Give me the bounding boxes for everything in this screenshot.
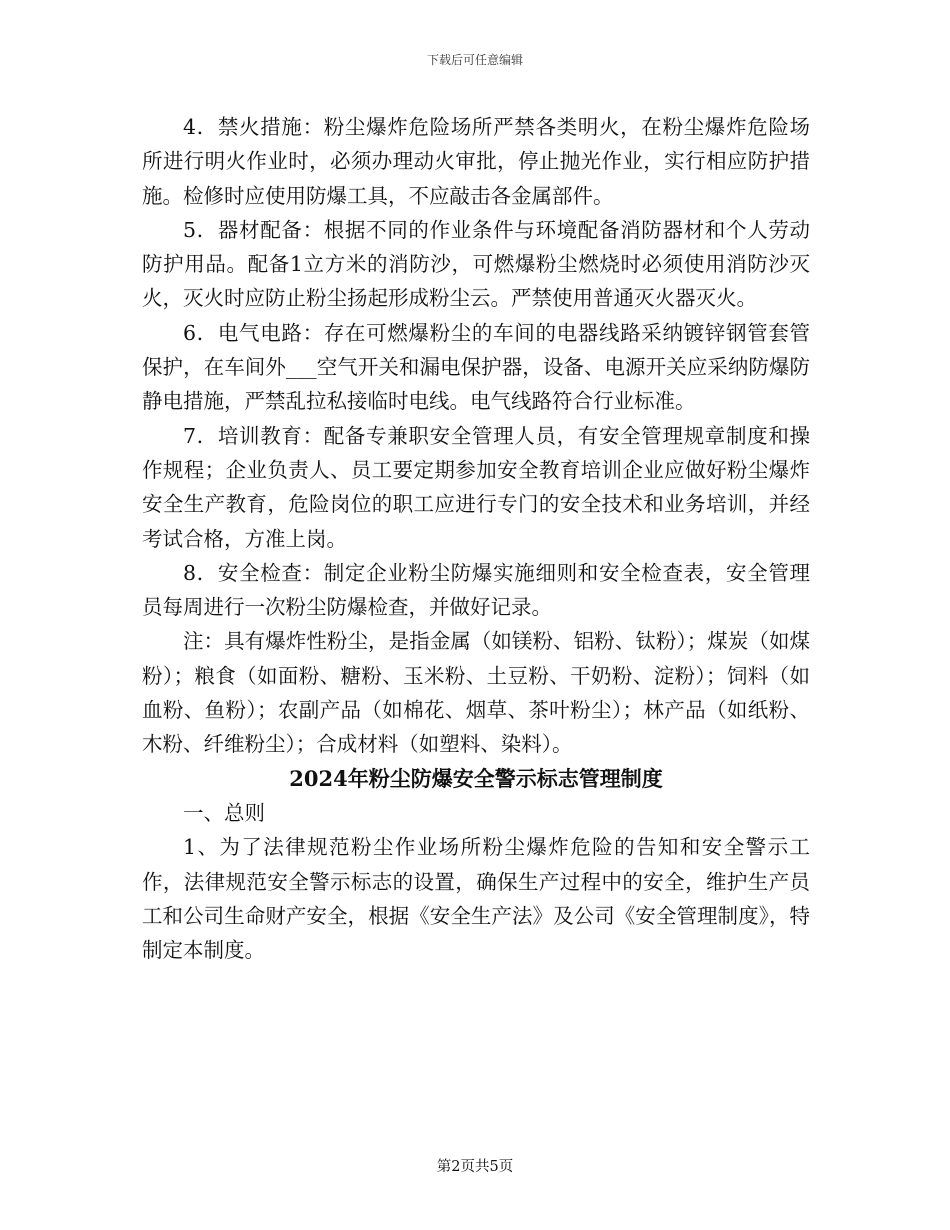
page-footer: 第2页共5页 bbox=[436, 1159, 514, 1175]
paragraph-inspection: 8．安全检查：制定企业粉尘防爆实施细则和安全检查表，安全管理员每周进行一次粉尘防爆检查，并做好记录。 bbox=[142, 560, 810, 620]
paragraph-note: 注：具有爆炸性粉尘，是指金属（如镁粉、铝粉、钛粉）；煤炭（如煤粉）；粮食（如面粉、糖粉、玉米粉、土豆粉、干奶粉、淀粉）；饲料（如血粉、鱼粉）；农副产品（如棉花、烟草、茶叶粉尘）；林产品（如纸粉、木粉、纤维粉尘）；合成材料（如塑料、染料）。 bbox=[142, 629, 810, 757]
document-body bbox=[142, 110, 810, 967]
paragraph-fire-measures: 4．禁火措施：粉尘爆炸危险场所严禁各类明火，在粉尘爆炸危险场所进行明火作业时，必须办理动火审批，停止抛光作业，实行相应防护措施。检修时应使用防爆工具，不应敲击各金属部件。 bbox=[142, 115, 810, 208]
paragraph-equipment: 5．器材配备：根据不同的作业条件与环境配备消防器材和个人劳动防护用品。配备1立方米的消防沙，可燃爆粉尘燃烧时必须使用消防沙灭火，灭火时应防止粉尘扬起形成粉尘云。严禁使用普通灭火器灭火。 bbox=[142, 217, 810, 311]
paragraph-general-heading: 一、总则 bbox=[183, 800, 265, 825]
paragraph-electrical: 6．电气电路：存在可燃爆粉尘的车间的电器线路采纳镀锌钢管套管保护，在车间外___空气开关和漏电保护器，设备、电源开关应采纳防爆防静电措施，严禁乱拉私接临时电线。电气线路符合行业标准。 bbox=[142, 320, 810, 414]
paragraph-purpose: 1、为了法律规范粉尘作业场所粉尘爆炸危险的告知和安全警示工作，法律规范安全警示标志的设置，确保生产过程中的安全，维护生产员工和公司生命财产安全，根据《安全生产法》及公司《安全管理制度》，特制定本制度。 bbox=[142, 835, 810, 963]
paragraph-training: 7．培训教育：配备专兼职安全管理人员，有安全管理规章制度和操作规程；企业负责人、员工要定期参加安全教育培训企业应做好粉尘爆炸安全生产教育，危险岗位的职工应进行专门的安全技术和业务培训，并经考试合格，方准上岗。 bbox=[142, 423, 810, 551]
section-title: 2024年粉尘防爆安全警示标志管理制度 bbox=[289, 765, 663, 791]
page-header: 下载后可任意编辑 bbox=[426, 53, 523, 67]
